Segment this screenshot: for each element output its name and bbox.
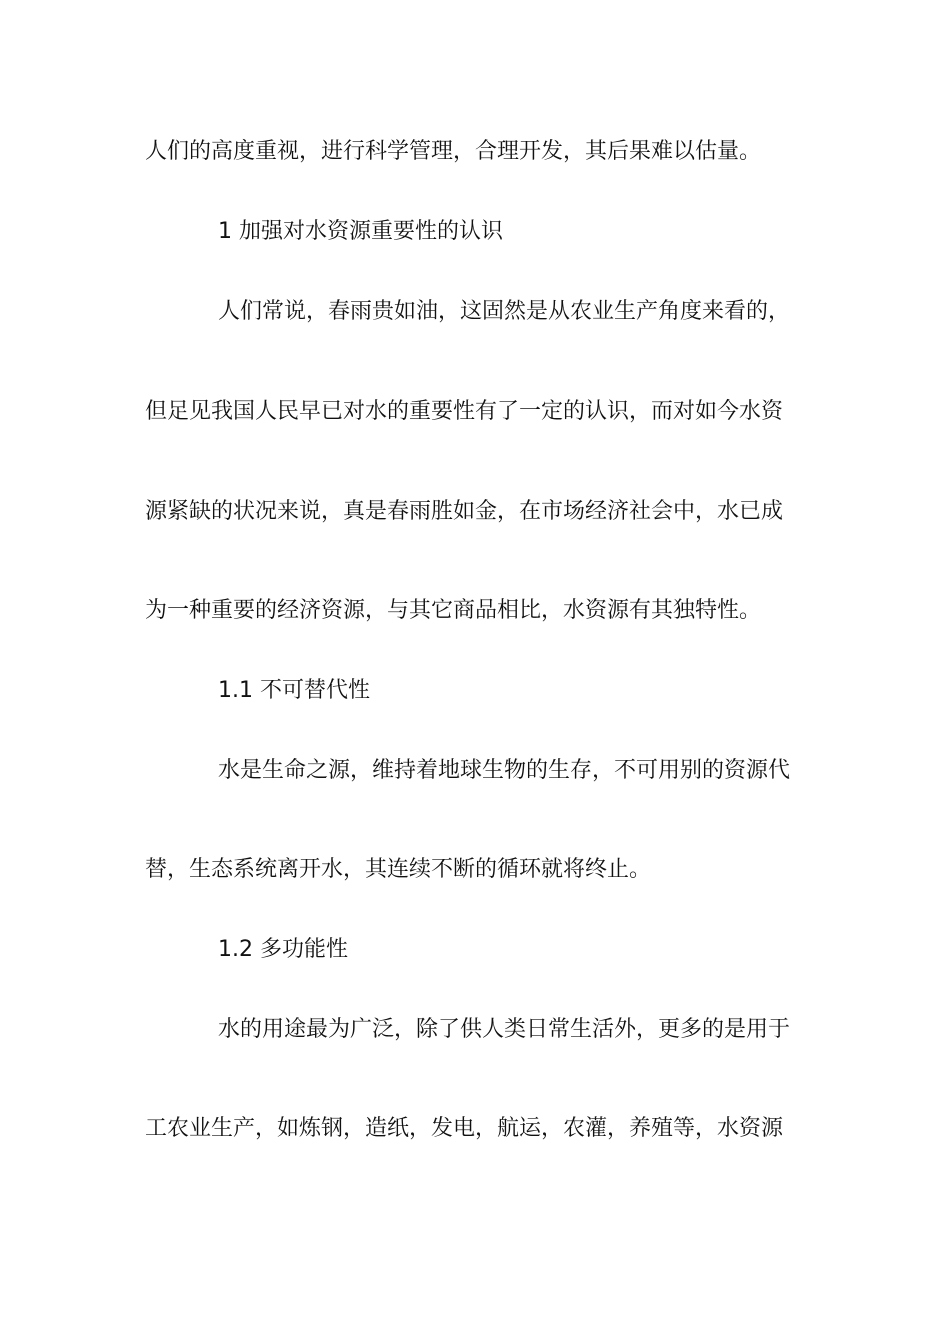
section-heading: 1.1 不可替代性 bbox=[218, 678, 370, 703]
paragraph-line: 人们常说，春雨贵如油，这固然是从农业生产角度来看的， bbox=[218, 299, 791, 324]
paragraph-line: 人们的高度重视，进行科学管理，合理开发，其后果难以估量。 bbox=[145, 139, 762, 164]
paragraph-line: 替，生态系统离开水，其连续不断的循环就将终止。 bbox=[145, 857, 652, 882]
paragraph-line: 工农业生产，如炼钢，造纸，发电，航运，农灌，养殖等，水资源 bbox=[145, 1116, 784, 1141]
section-heading: 1.2 多功能性 bbox=[218, 937, 348, 962]
paragraph-line: 但足见我国人民早已对水的重要性有了一定的认识，而对如今水资 bbox=[145, 399, 784, 424]
paragraph-line: 源紧缺的状况来说，真是春雨胜如金，在市场经济社会中，水已成 bbox=[145, 499, 784, 524]
paragraph-line: 为一种重要的经济资源，与其它商品相比，水资源有其独特性。 bbox=[145, 598, 762, 623]
paragraph-line: 水是生命之源，维持着地球生物的生存，不可用别的资源代 bbox=[218, 758, 791, 783]
paragraph-line: 水的用途最为广泛，除了供人类日常生活外，更多的是用于 bbox=[218, 1017, 791, 1042]
section-heading: 1 加强对水资源重要性的认识 bbox=[218, 219, 503, 244]
